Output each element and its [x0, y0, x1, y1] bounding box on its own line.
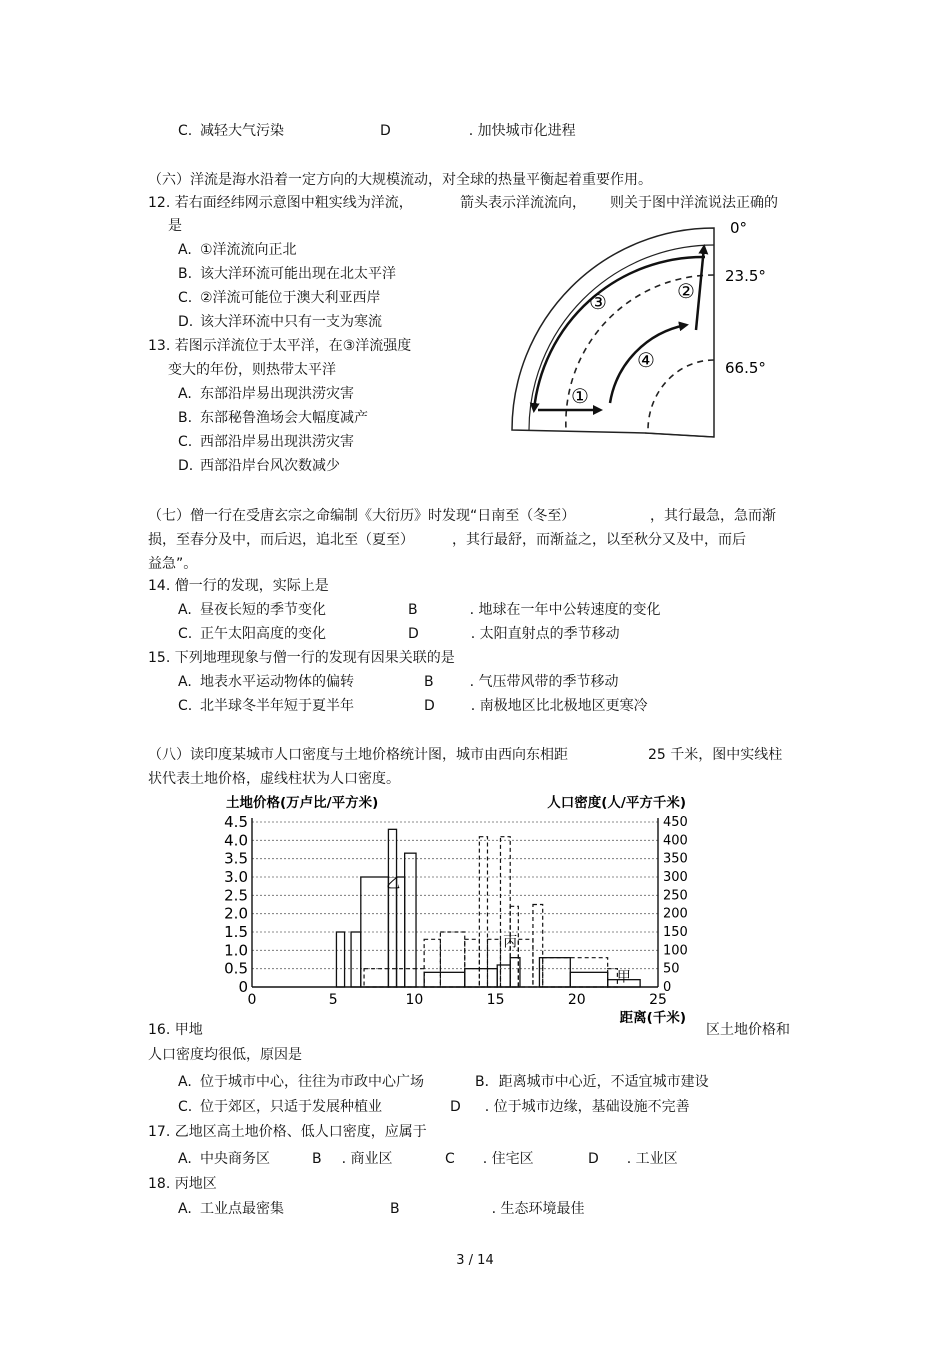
- sec8-line2: 状代表土地价格，虚线柱状为人口密度。: [148, 771, 400, 787]
- land-price-bar: [351, 932, 361, 987]
- current-2-label: ②: [677, 279, 695, 303]
- chart-ytick-right: 300: [663, 870, 688, 885]
- q16-stem-c: 人口密度均很低，原因是: [148, 1047, 302, 1063]
- diagram-frame: [512, 228, 714, 437]
- q14-option-b: B . 地球在一年中公转速度的变化: [408, 602, 661, 618]
- chart-ytick-left: 0: [238, 978, 248, 996]
- sec7-line1a: （七）僧一行在受唐玄宗之命编制《大衍历》时发现“日南至（冬至）: [148, 508, 576, 524]
- q15-stem: 15. 下列地理现象与僧一行的发现有因果关联的是: [148, 650, 455, 666]
- sec7-line2a: 损，至春分及中，而后迟，追北至（夏至）: [148, 532, 414, 548]
- q12-stem-a: 12. 若右面经纬网示意图中粗实线为洋流，: [148, 195, 413, 211]
- q17-option-c: C . 住宅区: [445, 1151, 534, 1167]
- land-price-bar: [388, 829, 396, 987]
- population-density-bar: [487, 939, 500, 987]
- q15-option-d: D . 南极地区比北极地区更寒冷: [424, 698, 648, 714]
- q11-option-c: C. 减轻大气污染: [178, 123, 284, 139]
- ocean-current-diagram: [500, 205, 800, 445]
- current-4-label: ④: [637, 348, 655, 372]
- q16-stem-a: 16. 甲地: [148, 1022, 203, 1038]
- q17-option-b: B . 商业区: [312, 1151, 393, 1167]
- q12-stem-d: 是: [168, 218, 182, 234]
- sec6-intro: （六）洋流是海水沿着一定方向的大规模流动，对全球的热量平衡起着重要作用。: [148, 172, 652, 188]
- q18-option-a: A. 工业点最密集: [178, 1201, 284, 1217]
- q12-option-d: D. 该大洋环流中只有一支为寒流: [178, 314, 382, 330]
- q16-stem-b: 区土地价格和: [706, 1022, 790, 1038]
- chart-ytick-right: 400: [663, 833, 688, 849]
- q14-stem: 14. 僧一行的发现，实际上是: [148, 578, 329, 594]
- diagram-inner-frame: [529, 245, 714, 430]
- q18-option-b: B . 生态环境最佳: [390, 1201, 585, 1217]
- land-price-population-chart: [210, 790, 710, 1025]
- q18-stem: 18. 丙地区: [148, 1176, 217, 1192]
- chart-ytick-left: 3.5: [224, 849, 248, 868]
- q16-option-c: C. 位于郊区，只适于发展种植业: [178, 1099, 382, 1115]
- page-number: 3 / 14: [456, 1253, 494, 1268]
- population-density-bar: [465, 939, 480, 987]
- chart-label-yi: 乙: [386, 876, 401, 892]
- latitude-0-label: 0°: [730, 219, 748, 237]
- sec8-line1a: （八）读印度某城市人口密度与土地价格统计图，城市由西向东相距: [148, 747, 568, 763]
- land-price-bar: [405, 853, 416, 987]
- q15-option-a: A. 地表水平运动物体的偏转: [178, 674, 354, 690]
- q15-option-b: B . 气压带风带的季节移动: [424, 674, 619, 690]
- q13-option-c: C. 西部沿岸易出现洪涝灾害: [178, 434, 354, 450]
- chart-ytick-left: 1.5: [224, 923, 248, 941]
- chart-xtick: 10: [405, 992, 424, 1008]
- chart-ylabel-left: 土地价格(万卢比/平方米): [226, 795, 379, 811]
- latitude-66-label: 66.5°: [725, 359, 766, 377]
- q14-option-d: D . 太阳直射点的季节移动: [408, 626, 620, 642]
- q12-option-c: C. ②洋流可能位于澳大利亚西岸: [178, 290, 381, 306]
- q17-option-d: D . 工业区: [588, 1151, 678, 1167]
- chart-ytick-right: 250: [663, 888, 688, 904]
- chart-label-bing: 丙: [503, 934, 518, 951]
- chart-ytick-right: 200: [663, 906, 688, 922]
- land-price-bar: [570, 972, 607, 987]
- sec8-line1b: 25 千米，图中实线柱: [648, 747, 783, 763]
- q13-stem-b: 变大的年份，则热带太平洋: [168, 362, 336, 378]
- chart-xtick: 25: [649, 992, 667, 1008]
- population-density-bar: [533, 905, 543, 988]
- population-density-bar: [479, 837, 487, 987]
- population-density-bar: [424, 939, 440, 987]
- chart-ytick-left: 4.5: [224, 813, 248, 831]
- chart-ytick-right: 350: [663, 851, 688, 867]
- chart-xlabel: 距离(千米): [619, 1010, 686, 1025]
- q13-stem-a: 13. 若图示洋流位于太平洋，在③洋流强度: [148, 338, 412, 354]
- chart-label-jia: 甲: [616, 969, 631, 986]
- current-2-line: [696, 247, 704, 330]
- q12-option-b: B. 该大洋环流可能出现在北太平洋: [178, 266, 396, 282]
- q17-stem: 17. 乙地区高土地价格、低人口密度，应属于: [148, 1124, 427, 1140]
- land-price-bar: [424, 972, 465, 987]
- latitude-23-label: 23.5°: [725, 267, 766, 285]
- q12-stem-b: 箭头表示洋流流向，: [460, 195, 586, 211]
- chart-ytick-left: 2.5: [224, 886, 248, 905]
- chart-xtick: 20: [567, 992, 586, 1008]
- q17-option-a: A. 中央商务区: [178, 1151, 270, 1167]
- chart-ytick-right: 0: [663, 980, 672, 995]
- population-density-bar: [440, 932, 464, 987]
- q13-option-b: B. 东部秘鲁渔场会大幅度减产: [178, 410, 368, 426]
- q11-option-d: D . 加快城市化进程: [380, 123, 576, 139]
- q14-option-c: C. 正午太阳高度的变化: [178, 626, 326, 642]
- chart-ytick-left: 1.0: [224, 941, 248, 960]
- current-3-label: ③: [589, 290, 607, 314]
- q15-option-c: C. 北半球冬半年短于夏半年: [178, 698, 354, 714]
- chart-ytick-right: 450: [663, 815, 688, 830]
- q12-stem-c: 则关于图中洋流说法正确的: [610, 195, 778, 211]
- chart-ytick-left: 2.0: [224, 904, 248, 923]
- chart-xtick: 5: [328, 992, 338, 1008]
- chart-ytick-left: 0.5: [224, 959, 248, 978]
- chart-xtick: 0: [247, 992, 257, 1008]
- chart-ytick-right: 150: [663, 925, 688, 940]
- land-price-bar: [465, 969, 497, 987]
- chart-ytick-left: 3.0: [224, 868, 248, 886]
- land-price-bar: [336, 932, 344, 987]
- latitude-66-line: [648, 360, 714, 430]
- chart-xtick: 15: [486, 992, 505, 1008]
- chart-ytick-left: 4.0: [224, 831, 248, 850]
- sec7-line3: 益急”。: [148, 556, 198, 572]
- current-1-label: ①: [571, 384, 589, 408]
- q13-option-a: A. 东部沿岸易出现洪涝灾害: [178, 386, 354, 402]
- q14-option-a: A. 昼夜长短的季节变化: [178, 602, 326, 618]
- land-price-bar: [539, 958, 570, 987]
- sec7-line1b: ，其行最急，急而渐: [650, 508, 776, 524]
- q13-option-d: D. 西部沿岸台风次数减少: [178, 458, 340, 474]
- q16-option-d: D . 位于城市边缘，基础设施不完善: [450, 1099, 690, 1115]
- q12-option-a: A. ①洋流流向正北: [178, 242, 297, 258]
- q16-option-a: A. 位于城市中心，往往为市政中心广场: [178, 1074, 424, 1090]
- q16-option-b: B．距离城市中心近，不适宜城市建设: [475, 1074, 709, 1090]
- population-density-bar: [364, 969, 424, 987]
- chart-ytick-right: 100: [663, 943, 688, 959]
- sec7-line2b: ，其行最舒，而渐益之，以至秋分又及中，而后: [452, 532, 746, 548]
- chart-ylabel-right: 人口密度(人/平方千米): [547, 795, 686, 811]
- chart-ytick-right: 50: [663, 961, 680, 977]
